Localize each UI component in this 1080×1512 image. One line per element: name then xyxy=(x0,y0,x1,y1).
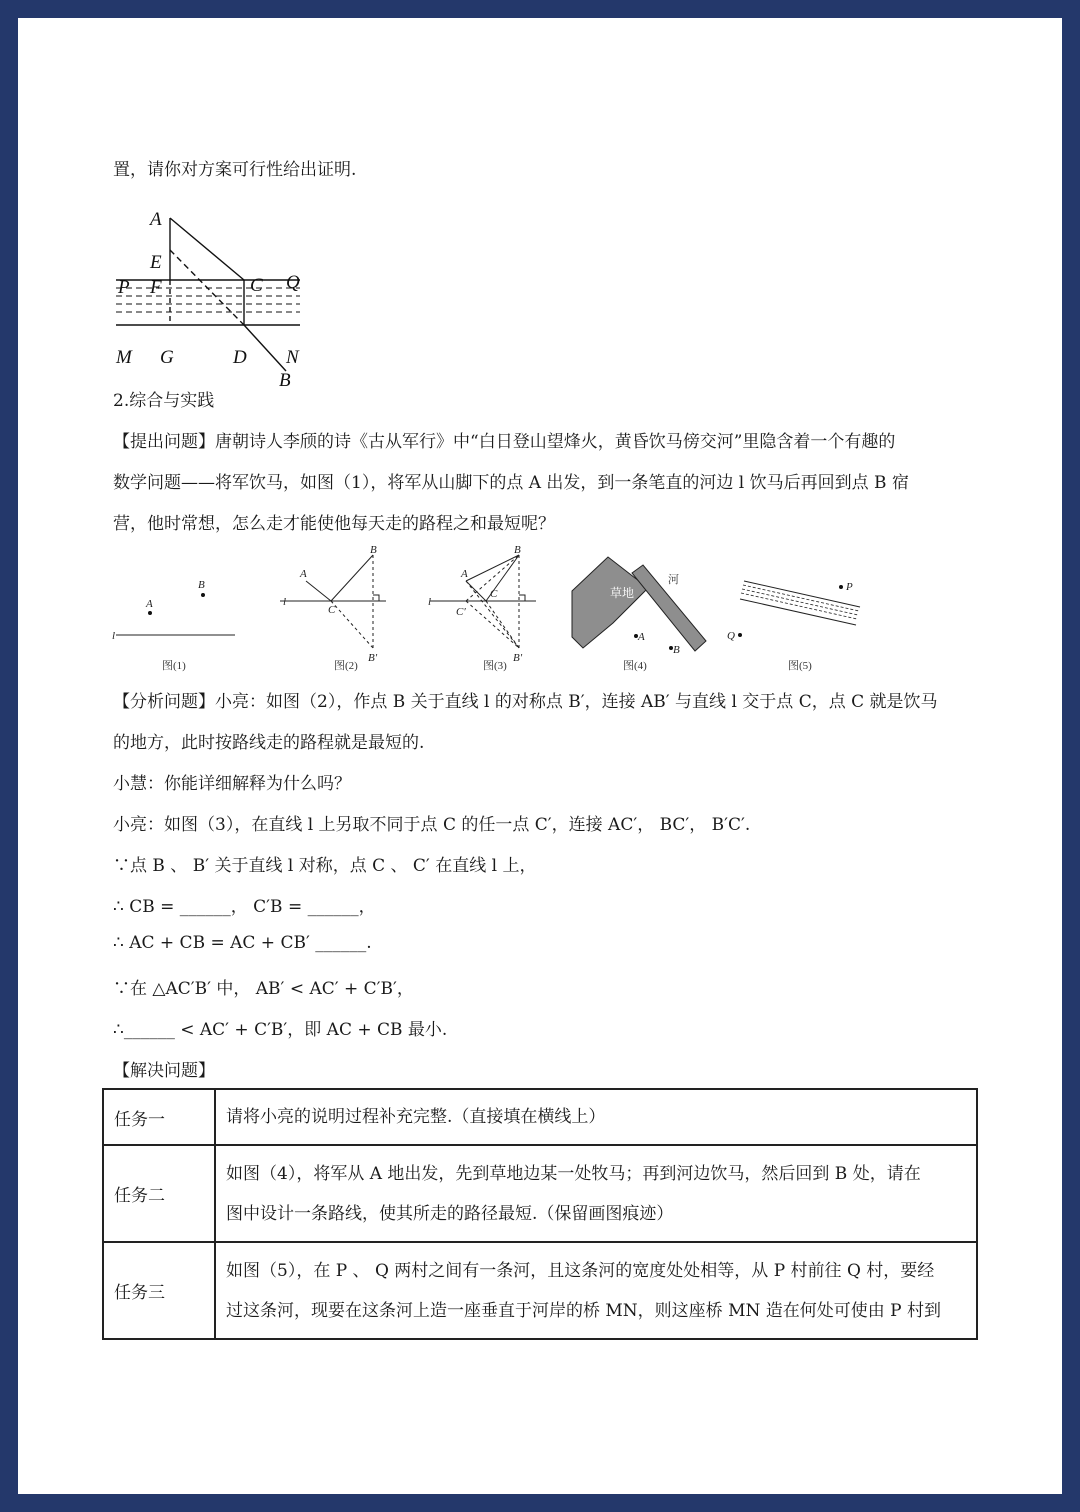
task-1-line-1: 请将小亮的说明过程补充完整.（直接填在横线上） xyxy=(226,1107,606,1127)
svg-text:A: A xyxy=(461,568,468,580)
analysis-line-9: ∴______ < AC′ + C′B′，即 AC + CB 最小. xyxy=(113,1020,448,1040)
caption-fig-3: 图(3) xyxy=(483,660,507,672)
task-label-3: 任务三 xyxy=(103,1242,215,1339)
analysis-line-1: 【分析问题】小亮：如图（2），作点 B 关于直线 l 的对称点 B′，连接 AB′ 与直线 l 交于点 C，点 C 就是饮马 xyxy=(113,692,938,712)
svg-text:B′: B′ xyxy=(368,652,378,664)
task-row-1 xyxy=(103,1089,977,1145)
task-row-3 xyxy=(103,1242,977,1339)
analysis-line-8: ∵在 △AC′B′ 中， AB′ < AC′ + C′B′， xyxy=(113,979,414,999)
solve-title: 【解决问题】 xyxy=(113,1061,215,1081)
task-label-1: 任务一 xyxy=(103,1089,215,1145)
figure-4 xyxy=(572,557,706,656)
task-2-line-1: 如图（4），将军从 A 地出发，先到草地边某一处牧马；再到河边饮马，然后回到 B 处，请在 xyxy=(226,1163,921,1184)
document-page xyxy=(18,18,1062,1494)
analysis-line-2: 的地方，此时按路线走的路程就是最短的. xyxy=(113,733,425,753)
figure-2 xyxy=(280,555,386,648)
tasks-table xyxy=(102,1088,978,1340)
problem-line-3: 营，他时常想，怎么走才能使他每天走的路程之和最短呢？ xyxy=(113,514,555,534)
task-3-line-1: 如图（5），在 P 、 Q 两村之间有一条河，且这条河的宽度处处相等，从 P 村前往 Q 村，要经 xyxy=(226,1260,935,1281)
label-M: M xyxy=(116,347,132,368)
svg-text:P: P xyxy=(846,581,853,593)
svg-text:l: l xyxy=(283,596,287,608)
analysis-line-3: 小慧：你能详细解释为什么吗？ xyxy=(113,774,351,794)
task-row-2 xyxy=(103,1145,977,1242)
label-P: P xyxy=(118,277,130,298)
label-A: A xyxy=(150,209,162,230)
figure-3 xyxy=(430,555,536,648)
label-G: G xyxy=(160,347,174,368)
task-content-3 xyxy=(215,1242,977,1339)
label-F: F xyxy=(150,277,162,298)
label-Q: Q xyxy=(286,272,300,293)
task-content-1 xyxy=(215,1089,977,1145)
problem-line-2: 数学问题——将军饮马，如图（1），将军从山脚下的点 A 出发，到一条笔直的河边 l 饮马后再回到点 B 宿 xyxy=(113,473,909,493)
svg-text:B′: B′ xyxy=(513,652,523,664)
river-label: 河 xyxy=(668,574,679,586)
label-D: D xyxy=(233,347,247,368)
figures-row xyxy=(108,543,868,673)
analysis-line-4: 小亮：如图（3），在直线 l 上另取不同于点 C 的任一点 C′，连接 AC′， BC′， B′C′. xyxy=(113,815,751,835)
svg-text:Q: Q xyxy=(727,630,735,642)
svg-text:C: C xyxy=(328,604,336,616)
task-content-2 xyxy=(215,1145,977,1242)
river-bridge-figure xyxy=(108,188,308,391)
caption-fig-1: 图(1) xyxy=(162,660,186,672)
svg-text:A: A xyxy=(300,568,307,580)
svg-text:C: C xyxy=(490,588,498,600)
analysis-line-7: ∴ AC + CB = AC + CB′ ______. xyxy=(113,933,372,953)
task-2-line-2: 图中设计一条路线，使其所走的路径最短.（保留画图痕迹） xyxy=(226,1203,674,1224)
svg-text:A: A xyxy=(638,631,645,643)
caption-fig-2: 图(2) xyxy=(334,660,358,672)
svg-text:B: B xyxy=(514,544,521,556)
svg-text:B: B xyxy=(673,644,680,656)
label-C: C xyxy=(250,275,263,296)
caption-fig-5: 图(5) xyxy=(788,660,812,672)
label-N: N xyxy=(286,347,299,368)
section-title: 2.综合与实践 xyxy=(113,391,215,411)
svg-text:B: B xyxy=(198,579,205,591)
svg-text:A: A xyxy=(146,598,153,610)
problem-line-1: 【提出问题】唐朝诗人李颀的诗《古从军行》中“白日登山望烽火，黄昏饮马傍交河”里隐含着一个有趣的 xyxy=(113,432,896,452)
task-label-2: 任务二 xyxy=(103,1145,215,1242)
intro-line: 置，请你对方案可行性给出证明. xyxy=(113,160,357,180)
svg-text:l: l xyxy=(112,630,116,642)
analysis-line-5: ∵点 B 、 B′ 关于直线 l 对称，点 C 、 C′ 在直线 l 上， xyxy=(113,856,537,876)
label-E: E xyxy=(150,252,162,273)
task-3-line-2: 过这条河，现要在这条河上造一座垂直于河岸的桥 MN，则这座桥 MN 造在何处可使由 P 村到 xyxy=(226,1300,942,1321)
label-B: B xyxy=(279,370,291,391)
svg-text:l: l xyxy=(428,596,432,608)
grass-label: 草地 xyxy=(610,586,635,600)
caption-fig-4: 图(4) xyxy=(623,660,647,672)
figure-1 xyxy=(112,579,235,672)
svg-text:C′: C′ xyxy=(456,606,466,618)
analysis-line-6: ∴ CB = ______， C′B = ______， xyxy=(113,897,376,917)
svg-text:B: B xyxy=(370,544,377,556)
